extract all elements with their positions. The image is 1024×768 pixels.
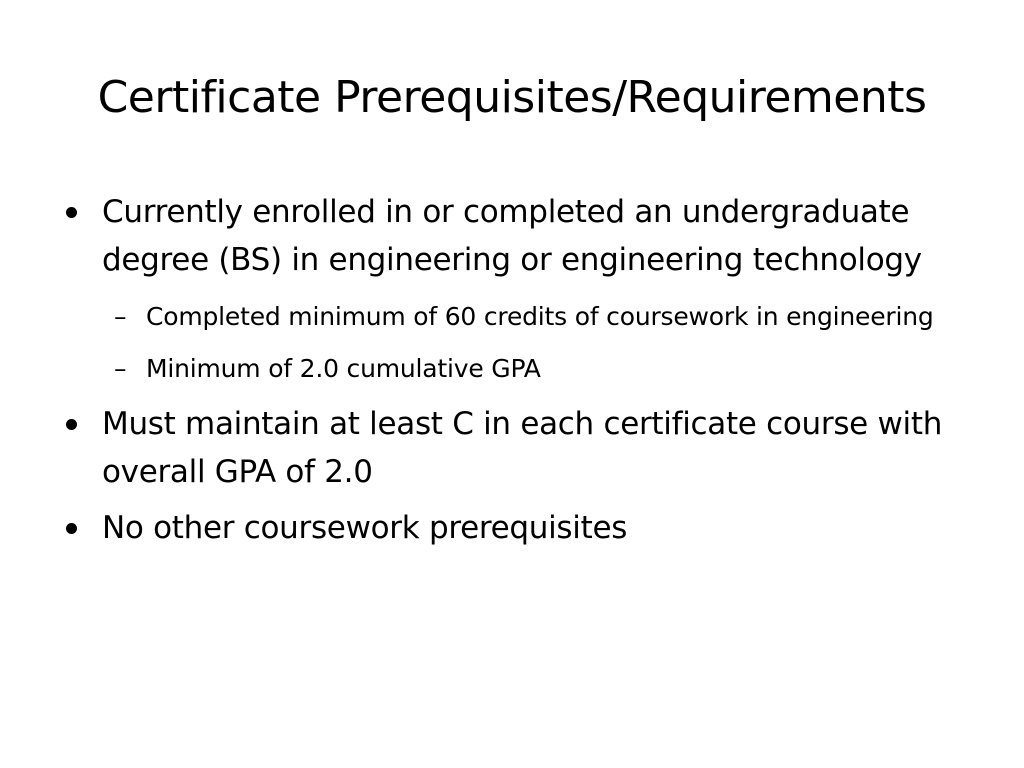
slide-title: Certificate Prerequisites/Requirements [97,72,927,123]
sub-bullet-text: Minimum of 2.0 cumulative GPA [146,354,541,383]
dash-icon: – [114,302,127,331]
dash-icon: – [114,354,127,383]
bullet-list [60,188,980,560]
bullet-text: Currently enrolled in or completed an undergraduate degree (BS) in engineering or engineering technology [102,194,922,278]
bullet-item-enrollment [60,188,980,390]
bullet-dot-icon [66,419,77,430]
bullet-dot-icon [66,207,77,218]
bullet-text: No other coursework prerequisites [102,510,628,546]
bullet-text: Must maintain at least C in each certificate course with overall GPA of 2.0 [102,406,943,490]
sub-bullet-item-gpa [102,348,980,390]
sub-bullet-text: Completed minimum of 60 credits of coursework in engineering [146,302,934,331]
bullet-item-no-prerequisites [60,504,980,552]
bullet-item-maintain-grade [60,400,980,496]
bullet-dot-icon [66,523,77,534]
sub-bullet-list [102,296,980,390]
sub-bullet-item-credits [102,296,980,338]
